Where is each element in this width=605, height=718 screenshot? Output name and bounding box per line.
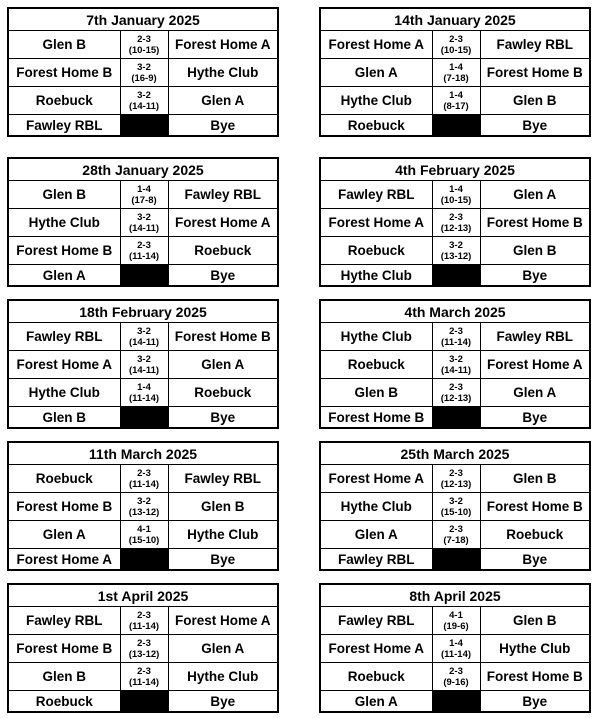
bye-row [9, 549, 277, 570]
fixture-table [9, 443, 277, 569]
frame-score: (16-9) [131, 72, 157, 84]
match-row [9, 607, 277, 635]
fixture-card [7, 441, 279, 571]
bye-label: Bye [168, 691, 277, 712]
match-row [321, 607, 589, 635]
fixture-card [319, 157, 591, 287]
away-team: Hythe Club [168, 521, 277, 549]
home-team: Roebuck [321, 663, 432, 691]
match-result [432, 323, 480, 351]
match-row [9, 521, 277, 549]
match-result [432, 351, 480, 379]
frame-score: (15-10) [440, 506, 472, 518]
fixture-card [319, 441, 591, 571]
match-row [321, 209, 589, 237]
match-row [9, 87, 277, 115]
home-team: Roebuck [9, 87, 120, 115]
fixture-table [9, 9, 277, 135]
away-team: Hythe Club [168, 59, 277, 87]
match-row [321, 635, 589, 663]
frame-score: (19-6) [443, 620, 469, 632]
home-team: Glen B [9, 31, 120, 59]
frame-score: (11-14) [128, 676, 160, 688]
home-team: Hythe Club [9, 379, 120, 407]
home-team: Fawley RBL [9, 607, 120, 635]
fixture-table [9, 159, 277, 285]
match-result [120, 59, 168, 87]
frame-score: (11-14) [440, 648, 472, 660]
fixture-table [9, 301, 277, 427]
fixture-date: 18th February 2025 [9, 301, 277, 323]
away-team: Glen A [168, 635, 277, 663]
frame-score: (14-11) [128, 364, 160, 376]
fixture-date: 4th March 2025 [321, 301, 589, 323]
away-team: Glen A [480, 181, 589, 209]
match-row [321, 379, 589, 407]
fixture-date: 14th January 2025 [321, 9, 589, 31]
fixture-date: 8th April 2025 [321, 585, 589, 607]
match-result [432, 237, 480, 265]
frame-score: (10-15) [440, 44, 472, 56]
fixture-card [7, 7, 279, 137]
match-result [120, 663, 168, 691]
fixture-date: 25th March 2025 [321, 443, 589, 465]
match-score: 1-4 [449, 61, 463, 73]
bye-row [321, 265, 589, 286]
match-score: 3-2 [137, 89, 151, 101]
home-team: Fawley RBL [9, 323, 120, 351]
match-row [321, 663, 589, 691]
away-team: Glen B [480, 607, 589, 635]
match-result [120, 351, 168, 379]
home-team: Hythe Club [321, 87, 432, 115]
frame-score: (10-15) [128, 44, 160, 56]
home-team: Glen A [321, 59, 432, 87]
match-score: 1-4 [449, 183, 463, 195]
frame-score: (11-14) [128, 392, 160, 404]
bye-team: Glen B [9, 407, 120, 428]
match-result [120, 493, 168, 521]
match-result [120, 323, 168, 351]
match-result [432, 31, 480, 59]
match-result [120, 465, 168, 493]
home-team: Glen A [321, 521, 432, 549]
match-score: 1-4 [137, 381, 151, 393]
match-score: 2-3 [137, 637, 151, 649]
bye-label: Bye [480, 407, 589, 428]
match-row [9, 209, 277, 237]
blank-score-cell [432, 691, 480, 712]
away-team: Fawley RBL [168, 465, 277, 493]
home-team: Glen A [9, 521, 120, 549]
home-team: Glen B [321, 379, 432, 407]
fixture-table [321, 159, 589, 285]
fixture-card [319, 299, 591, 429]
bye-label: Bye [168, 115, 277, 136]
away-team: Forest Home A [168, 607, 277, 635]
match-result [120, 607, 168, 635]
bye-team: Forest Home B [321, 407, 432, 428]
match-score: 2-3 [449, 523, 463, 535]
bye-label: Bye [480, 265, 589, 286]
match-result [120, 87, 168, 115]
match-score: 2-3 [137, 467, 151, 479]
match-result [432, 87, 480, 115]
bye-team: Fawley RBL [321, 549, 432, 570]
match-score: 1-4 [449, 637, 463, 649]
frame-score: (7-18) [443, 72, 469, 84]
match-score: 4-1 [137, 523, 151, 535]
frame-score: (11-14) [440, 336, 472, 348]
match-score: 3-2 [449, 239, 463, 251]
frame-score: (14-11) [128, 336, 160, 348]
fixture-date: 7th January 2025 [9, 9, 277, 31]
fixture-date: 4th February 2025 [321, 159, 589, 181]
home-team: Forest Home B [9, 59, 120, 87]
match-score: 3-2 [137, 495, 151, 507]
match-score: 3-2 [137, 325, 151, 337]
blank-score-cell [432, 265, 480, 286]
match-row [321, 465, 589, 493]
blank-score-cell [120, 691, 168, 712]
home-team: Roebuck [321, 351, 432, 379]
fixture-table [321, 301, 589, 427]
frame-score: (14-11) [440, 364, 472, 376]
away-team: Glen B [480, 87, 589, 115]
match-result [432, 521, 480, 549]
home-team: Hythe Club [321, 493, 432, 521]
away-team: Forest Home B [168, 323, 277, 351]
away-team: Fawley RBL [168, 181, 277, 209]
home-team: Hythe Club [9, 209, 120, 237]
home-team: Fawley RBL [321, 181, 432, 209]
match-score: 2-3 [449, 325, 463, 337]
match-row [9, 237, 277, 265]
match-row [9, 31, 277, 59]
match-result [120, 635, 168, 663]
frame-score: (9-16) [443, 676, 469, 688]
fixture-date: 1st April 2025 [9, 585, 277, 607]
match-score: 2-3 [137, 33, 151, 45]
away-team: Forest Home A [480, 351, 589, 379]
away-team: Glen A [480, 379, 589, 407]
match-score: 2-3 [137, 609, 151, 621]
fixture-date: 11th March 2025 [9, 443, 277, 465]
match-score: 3-2 [137, 211, 151, 223]
home-team: Forest Home A [321, 465, 432, 493]
match-score: 2-3 [449, 467, 463, 479]
match-row [321, 31, 589, 59]
bye-team: Fawley RBL [9, 115, 120, 136]
match-result [432, 663, 480, 691]
match-row [9, 379, 277, 407]
away-team: Roebuck [168, 379, 277, 407]
frame-score: (12-13) [440, 392, 472, 404]
fixture-table [321, 585, 589, 711]
match-row [9, 59, 277, 87]
bye-row [9, 407, 277, 428]
fixture-card [7, 157, 279, 287]
match-score: 3-2 [137, 61, 151, 73]
home-team: Forest Home A [321, 209, 432, 237]
match-score: 4-1 [449, 609, 463, 621]
match-score: 2-3 [137, 239, 151, 251]
match-result [432, 607, 480, 635]
away-team: Roebuck [480, 521, 589, 549]
match-result [120, 379, 168, 407]
home-team: Roebuck [321, 237, 432, 265]
fixture-table [9, 585, 277, 711]
away-team: Forest Home B [480, 493, 589, 521]
fixture-card [7, 583, 279, 713]
blank-score-cell [432, 549, 480, 570]
home-team: Roebuck [9, 465, 120, 493]
bye-row [321, 115, 589, 136]
frame-score: (11-14) [128, 250, 160, 262]
bye-team: Roebuck [321, 115, 432, 136]
match-result [432, 181, 480, 209]
bye-label: Bye [168, 265, 277, 286]
bye-row [321, 549, 589, 570]
match-result [432, 465, 480, 493]
frame-score: (13-12) [128, 506, 160, 518]
bye-label: Bye [480, 549, 589, 570]
frame-score: (15-10) [128, 534, 160, 546]
match-row [9, 493, 277, 521]
home-team: Forest Home B [9, 635, 120, 663]
away-team: Glen B [168, 493, 277, 521]
bye-label: Bye [480, 115, 589, 136]
home-team: Glen B [9, 181, 120, 209]
away-team: Hythe Club [480, 635, 589, 663]
match-score: 2-3 [449, 211, 463, 223]
blank-score-cell [120, 407, 168, 428]
match-result [120, 209, 168, 237]
away-team: Fawley RBL [480, 323, 589, 351]
match-row [321, 493, 589, 521]
frame-score: (13-12) [440, 250, 472, 262]
bye-row [321, 691, 589, 712]
match-score: 3-2 [137, 353, 151, 365]
blank-score-cell [432, 115, 480, 136]
fixture-card [319, 7, 591, 137]
bye-label: Bye [168, 407, 277, 428]
bye-label: Bye [168, 549, 277, 570]
match-row [321, 87, 589, 115]
away-team: Forest Home A [168, 31, 277, 59]
match-result [432, 209, 480, 237]
bye-team: Forest Home A [9, 549, 120, 570]
frame-score: (17-8) [131, 194, 157, 206]
fixture-card [7, 299, 279, 429]
match-result [120, 181, 168, 209]
fixture-date: 28th January 2025 [9, 159, 277, 181]
frame-score: (8-17) [443, 100, 469, 112]
bye-team: Hythe Club [321, 265, 432, 286]
match-score: 3-2 [449, 353, 463, 365]
match-row [321, 237, 589, 265]
frame-score: (11-14) [128, 620, 160, 632]
match-score: 1-4 [137, 183, 151, 195]
match-result [432, 59, 480, 87]
home-team: Forest Home B [9, 493, 120, 521]
bye-team: Glen A [321, 691, 432, 712]
blank-score-cell [120, 115, 168, 136]
frame-score: (13-12) [128, 648, 160, 660]
match-row [9, 663, 277, 691]
away-team: Glen A [168, 87, 277, 115]
match-row [9, 323, 277, 351]
home-team: Glen B [9, 663, 120, 691]
away-team: Roebuck [168, 237, 277, 265]
away-team: Forest Home B [480, 663, 589, 691]
away-team: Forest Home A [168, 209, 277, 237]
bye-team: Glen A [9, 265, 120, 286]
fixture-card [319, 583, 591, 713]
blank-score-cell [120, 549, 168, 570]
away-team: Hythe Club [168, 663, 277, 691]
home-team: Fawley RBL [321, 607, 432, 635]
bye-row [321, 407, 589, 428]
bye-row [9, 691, 277, 712]
away-team: Fawley RBL [480, 31, 589, 59]
blank-score-cell [432, 407, 480, 428]
fixture-table [321, 9, 589, 135]
match-row [321, 351, 589, 379]
away-team: Glen A [168, 351, 277, 379]
fixture-table [321, 443, 589, 569]
bye-row [9, 265, 277, 286]
match-result [120, 31, 168, 59]
frame-score: (7-18) [443, 534, 469, 546]
frame-score: (10-15) [440, 194, 472, 206]
match-score: 2-3 [137, 665, 151, 677]
match-row [9, 351, 277, 379]
home-team: Forest Home A [321, 31, 432, 59]
match-result [432, 379, 480, 407]
match-score: 2-3 [449, 381, 463, 393]
bye-label: Bye [480, 691, 589, 712]
frame-score: (12-13) [440, 222, 472, 234]
home-team: Forest Home A [9, 351, 120, 379]
match-result [120, 237, 168, 265]
home-team: Hythe Club [321, 323, 432, 351]
away-team: Forest Home B [480, 59, 589, 87]
match-row [321, 323, 589, 351]
match-score: 2-3 [449, 33, 463, 45]
match-result [120, 521, 168, 549]
home-team: Forest Home B [9, 237, 120, 265]
match-row [321, 59, 589, 87]
match-result [432, 635, 480, 663]
away-team: Glen B [480, 465, 589, 493]
match-row [9, 465, 277, 493]
match-row [9, 181, 277, 209]
frame-score: (14-11) [128, 222, 160, 234]
match-row [9, 635, 277, 663]
bye-team: Roebuck [9, 691, 120, 712]
match-score: 1-4 [449, 89, 463, 101]
frame-score: (12-13) [440, 478, 472, 490]
away-team: Glen B [480, 237, 589, 265]
away-team: Forest Home B [480, 209, 589, 237]
home-team: Forest Home A [321, 635, 432, 663]
match-row [321, 181, 589, 209]
blank-score-cell [120, 265, 168, 286]
bye-row [9, 115, 277, 136]
match-score: 3-2 [449, 495, 463, 507]
frame-score: (14-11) [128, 100, 160, 112]
match-row [321, 521, 589, 549]
match-score: 2-3 [449, 665, 463, 677]
match-result [432, 493, 480, 521]
frame-score: (11-14) [128, 478, 160, 490]
